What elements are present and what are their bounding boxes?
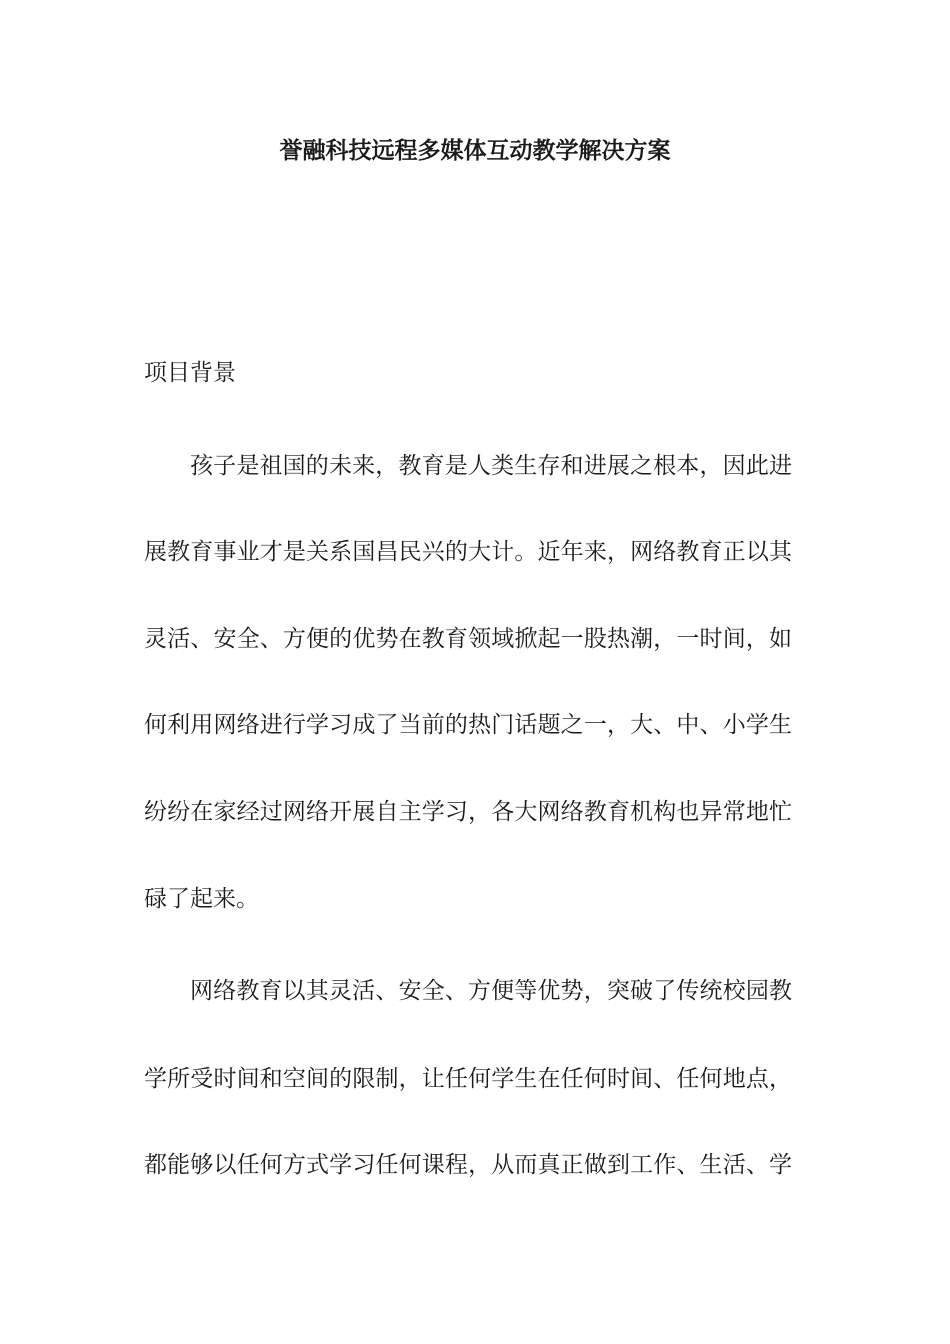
paragraph-line: 学所受时间和空间的限制，让任何学生在任何时间、任何地点， xyxy=(144,1066,792,1092)
paragraph-line: 碌了起来。 xyxy=(144,886,259,912)
paragraph-line: 纷纷在家经过网络开展自主学习，各大网络教育机构也异常地忙 xyxy=(144,799,792,825)
paragraph-line: 孩子是祖国的未来，教育是人类生存和进展之根本，因此进 xyxy=(190,453,792,479)
paragraph-line: 灵活、安全、方便的优势在教育领域掀起一股热潮，一时间，如 xyxy=(144,626,792,652)
section-heading: 项目背景 xyxy=(144,360,236,386)
paragraph-line: 网络教育以其灵活、安全、方便等优势，突破了传统校园教 xyxy=(190,978,792,1004)
document-title: 誉融科技远程多媒体互动教学解决方案 xyxy=(279,138,671,164)
paragraph-line: 都能够以任何方式学习任何课程，从而真正做到工作、生活、学 xyxy=(144,1152,792,1178)
paragraph-line: 展教育事业才是关系国昌民兴的大计。近年来，网络教育正以其 xyxy=(144,539,792,565)
paragraph-line: 何利用网络进行学习成了当前的热门话题之一，大、中、小学生 xyxy=(144,712,792,738)
